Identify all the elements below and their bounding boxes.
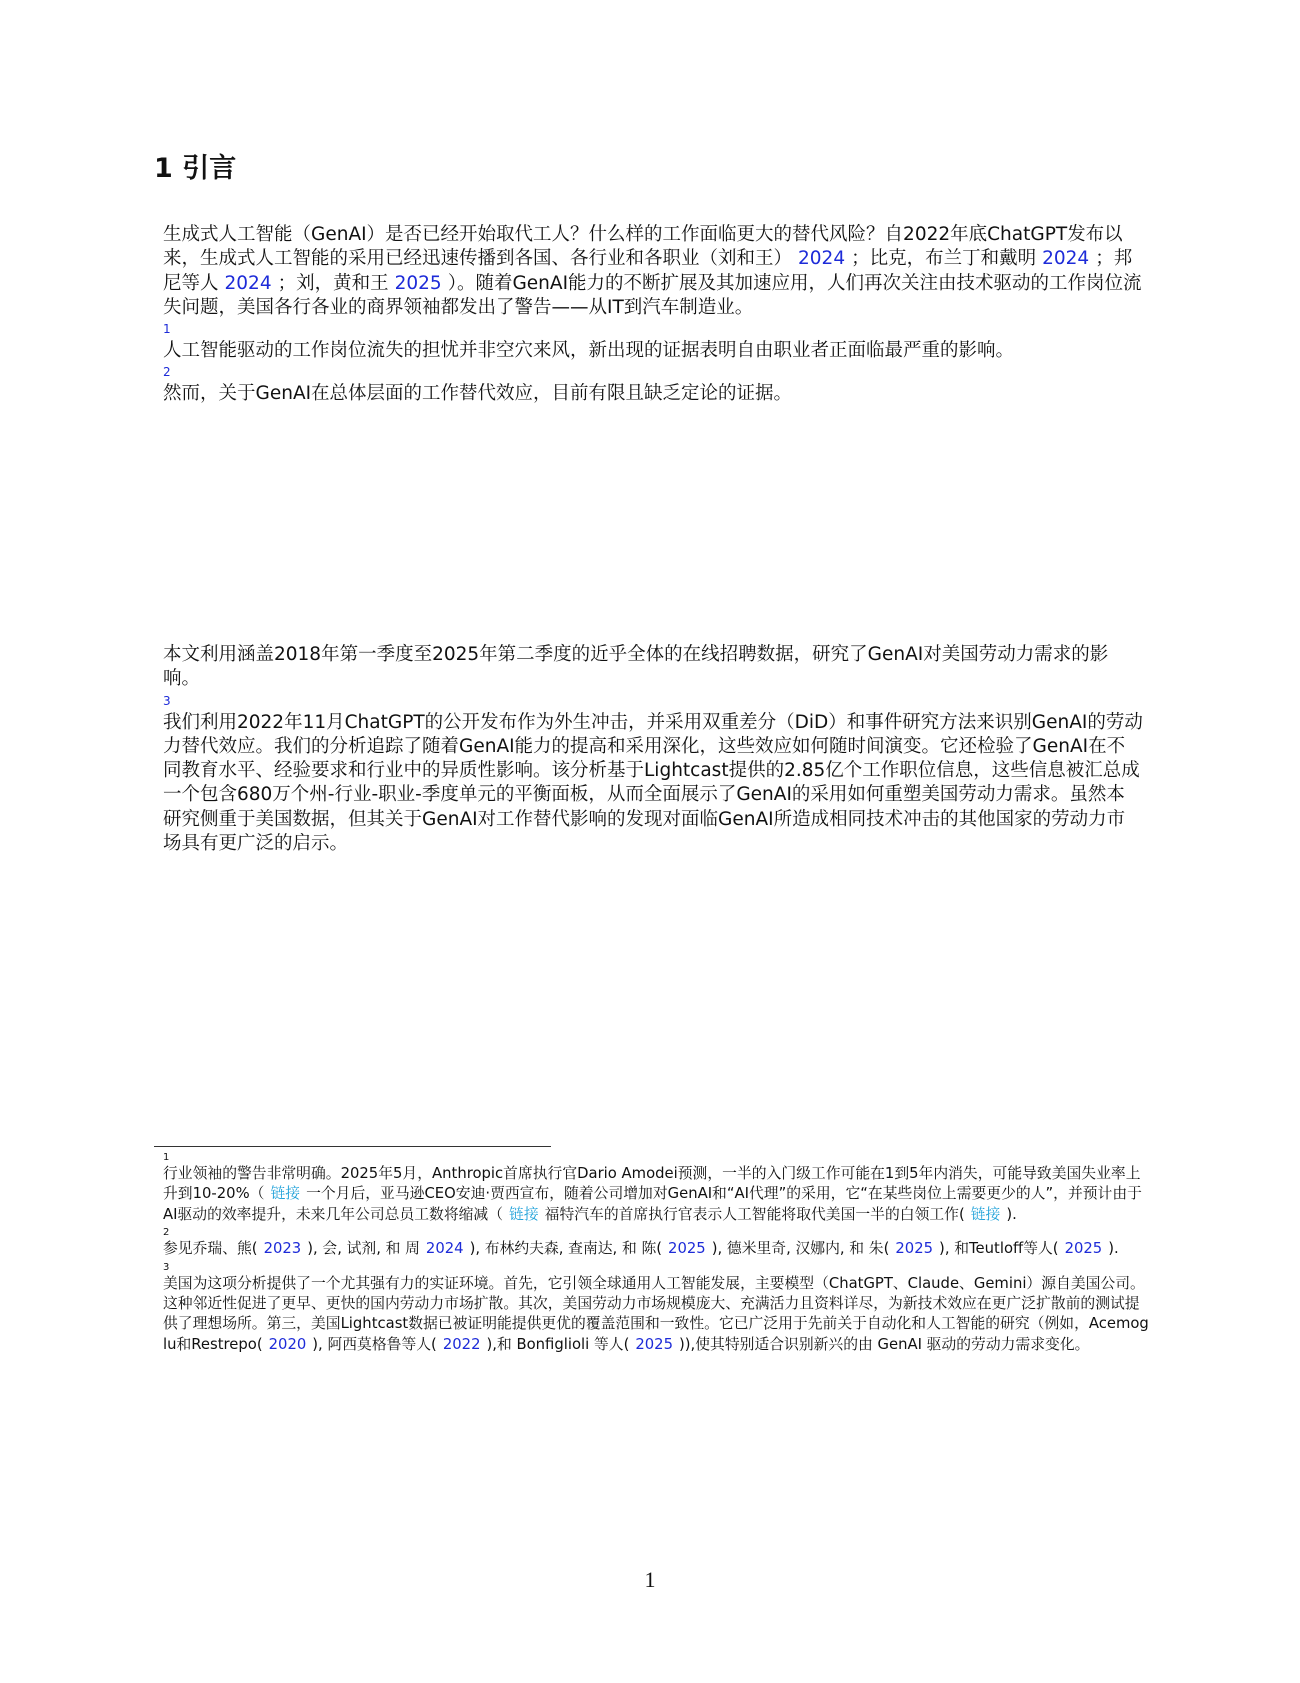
citation-link[interactable]: 2022 xyxy=(442,1335,481,1353)
text-span: ), 和Teutloff等人( xyxy=(939,1240,1059,1258)
footnote-1 xyxy=(163,1152,1151,1225)
citation-link[interactable]: 2024 xyxy=(1042,248,1090,270)
section-title: 引言 xyxy=(182,153,237,184)
footnote-separator xyxy=(154,1146,551,1147)
text-span: 行业领袖的警告非常明确。2025年5月，Anthropic首席执行官Dario Amodei预测，一半的入门级工作可能在1到5年内消失，可能导致美国失业率上升到10-20%（ xyxy=(163,1165,1141,1203)
citation-link[interactable]: 2025 xyxy=(394,272,442,294)
footnote-3 xyxy=(163,1262,1151,1356)
text-span: ), 阿西莫格鲁等人( xyxy=(312,1335,437,1353)
text-span: ). xyxy=(1006,1205,1017,1223)
text-span: 一个月后，亚马逊CEO安迪·贾西宣布，随着公司增加对GenAI和“AI代理”的采用，它“在某些岗位上需要更少的人”，并预计由于AI驱动的效率提升，未来几年公司总员工数将缩减（ xyxy=(163,1185,1142,1223)
footnote-2 xyxy=(163,1227,1151,1259)
text-span: ）。随着GenAI能力的不断扩展及其加速应用，人们再次关注由技术驱动的工作岗位流失问题，美国各行各业的商界领袖都发出了警告——从IT到汽车制造业。 xyxy=(163,272,1142,318)
text-span: ；刘，黄和王 xyxy=(277,272,389,294)
page-number: 1 xyxy=(644,1567,656,1592)
citation-link[interactable]: 2025 xyxy=(1064,1240,1103,1258)
citation-link[interactable]: 2024 xyxy=(798,248,846,270)
text-span: ). xyxy=(1108,1240,1119,1258)
text-span: ), 德米里奇, 汉娜内, 和 朱( xyxy=(711,1240,890,1258)
text-span: ；比克，布兰丁和戴明 xyxy=(851,248,1037,270)
text-span: 美国为这项分析提供了一个尤其强有力的实证环境。首先，它引领全球通用人工智能发展，主要模型（ChatGPT、Claude、Gemini）源自美国公司。这种邻近性促进了更早、更快的国内劳动力市场扩散。其次，美国劳动力市场规模庞大、充满活力且资料详尽，为新技术效应在更广泛扩散前的测试提供了理想场所。第三，美国Lightcast数据已被证明能提供更优的覆盖范围和一致性。它已广泛用于先前关于自动化和人工智能的研究（例如，Acemoglu和Restrepo( xyxy=(163,1274,1149,1353)
footnote-marker-1[interactable]: 1 xyxy=(163,322,171,337)
text-span: 福特汽车的首席执行官表示人工智能将取代美国一半的白领工作( xyxy=(544,1205,965,1223)
citation-link[interactable]: 2024 xyxy=(425,1240,464,1258)
text-span: 人工智能驱动的工作岗位流失的担忧并非空穴来风，新出现的证据表明自由职业者正面临最严重的影响。 xyxy=(163,340,1015,362)
footnote-link[interactable]: 链接 xyxy=(270,1185,301,1203)
citation-link[interactable]: 2025 xyxy=(895,1240,934,1258)
intro-paragraph-2 xyxy=(163,643,1143,856)
footnote-number: 1 xyxy=(163,1152,170,1163)
footnote-marker-2[interactable]: 2 xyxy=(163,365,171,380)
footnote-link[interactable]: 链接 xyxy=(970,1205,1001,1223)
text-span: ；邦尼等人 xyxy=(163,248,1133,294)
text-span: )),使其特别适合识别新兴的由 GenAI 驱动的劳动力需求变化。 xyxy=(679,1335,1090,1353)
text-span: ), 布林约夫森, 查南达, 和 陈( xyxy=(469,1240,663,1258)
footnote-marker-3[interactable]: 3 xyxy=(163,693,171,708)
text-span: 生成式人工智能（GenAI）是否已经开始取代工人？什么样的工作面临更大的替代风险？自2022年底ChatGPT发布以来，生成式人工智能的采用已经迅速传播到各国、各行业和各职业（刘和王） xyxy=(163,224,1123,270)
citation-link[interactable]: 2024 xyxy=(224,272,272,294)
footnote-link[interactable]: 链接 xyxy=(509,1205,539,1223)
text-span: ),和 Bonfiglioli 等人( xyxy=(486,1335,630,1353)
footnotes xyxy=(163,1152,1151,1357)
text-span: 本文利用涵盖2018年第一季度至2025年第二季度的近乎全体的在线招聘数据，研究了GenAI对美国劳动力需求的影响。 xyxy=(163,644,1109,690)
citation-link[interactable]: 2025 xyxy=(668,1240,706,1258)
text-span: 我们利用2022年11月ChatGPT的公开发布作为外生冲击，并采用双重差分（DiD）和事件研究方法来识别GenAI的劳动力替代效应。我们的分析追踪了随着GenAI能力的提高和采用深化，这些效应如何随时间演变。它还检验了GenAI在不同教育水平、经验要求和行业中的异质性影响。该分析基于Lightcast提供的2.85亿个工作职位信息，这些信息被汇总成一个包含680万个州-行业-职业-季度单元的平衡面板，从而全面展示了GenAI的采用如何重塑美国劳动力需求。虽然本研究侧重于美国数据，但其关于GenAI对工作替代影响的发现对面临GenAI所造成相同技术冲击的其他国家的劳动力市场具有更广泛的启示。 xyxy=(163,711,1143,855)
citation-link[interactable]: 2025 xyxy=(635,1335,674,1353)
citation-link[interactable]: 2020 xyxy=(268,1335,307,1353)
section-heading xyxy=(154,146,236,185)
text-span: 参见乔瑞、熊( xyxy=(163,1240,258,1258)
section-number: 1 xyxy=(154,153,173,184)
citation-link[interactable]: 2023 xyxy=(263,1240,302,1258)
text-span: ), 会, 试剂, 和 周 xyxy=(307,1240,420,1258)
footnote-number: 3 xyxy=(163,1261,170,1273)
intro-paragraph-1 xyxy=(163,223,1143,407)
text-span: 然而，关于GenAI在总体层面的工作替代效应，目前有限且缺乏定论的证据。 xyxy=(163,383,793,405)
footnote-number: 2 xyxy=(163,1227,170,1239)
